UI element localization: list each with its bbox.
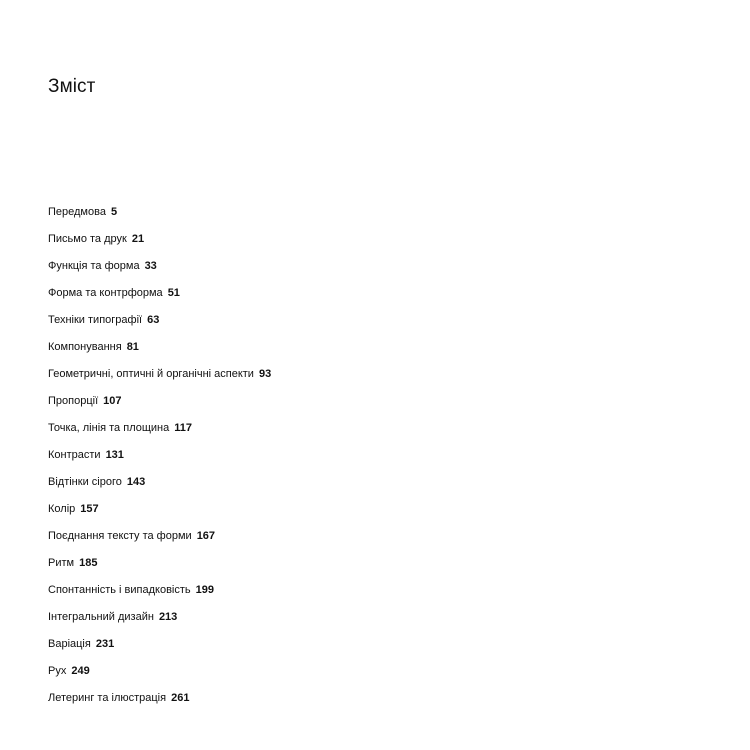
toc-entry-label: Передмова (48, 206, 106, 218)
toc-entry-label: Інтегральний дизайн (48, 611, 154, 623)
toc-entry-label: Пропорції (48, 395, 99, 407)
toc-entry-page: 81 (126, 341, 139, 353)
toc-entry (48, 474, 271, 501)
toc-entry (48, 528, 271, 555)
toc-entry (48, 339, 271, 366)
toc-entry-label: Ритм (48, 557, 75, 569)
toc-entry-page: 63 (147, 314, 160, 326)
toc-entry (48, 312, 271, 339)
toc-entry-label: Точка, лінія та площина (48, 422, 170, 434)
toc-entry-label: Контрасти (48, 449, 101, 461)
toc-entry (48, 366, 271, 393)
toc-entry (48, 420, 271, 447)
toc-entry-label: Летеринг та ілюстрація (48, 692, 167, 704)
toc-entry-label: Техніки типографії (48, 314, 143, 326)
toc-entry-page: 213 (158, 611, 178, 623)
toc-entry-page: 117 (174, 422, 192, 434)
toc-entry-page: 21 (131, 233, 145, 245)
toc-entry (48, 393, 271, 420)
toc-entry-page: 249 (71, 665, 90, 677)
toc-entry-label: Геометричні, оптичні й органічні аспекти (48, 368, 254, 380)
toc-entry-label: Поєднання тексту та форми (48, 530, 192, 542)
toc-entry-label: Варіація (48, 638, 91, 650)
table-of-contents (48, 204, 271, 717)
toc-entry-page: 107 (103, 395, 122, 407)
toc-entry-label: Рух (48, 665, 67, 677)
toc-entry-label: Функція та форма (48, 260, 140, 272)
toc-entry-label: Колір (48, 503, 76, 515)
toc-entry (48, 609, 271, 636)
toc-entry-label: Спонтанність і випадковість (48, 584, 191, 596)
toc-entry (48, 690, 271, 717)
toc-entry (48, 501, 271, 528)
toc-entry-page: 185 (79, 557, 98, 569)
toc-entry-page: 131 (105, 449, 124, 461)
toc-entry-label: Компонування (48, 341, 122, 353)
toc-entry (48, 258, 271, 285)
toc-entry (48, 663, 271, 690)
toc-entry (48, 447, 271, 474)
toc-entry (48, 636, 271, 663)
toc-entry-page: 199 (195, 584, 214, 596)
toc-entry-page: 93 (258, 368, 272, 380)
toc-entry-page: 51 (167, 287, 180, 299)
toc-entry-page: 157 (80, 503, 99, 515)
toc-entry-page: 167 (196, 530, 216, 542)
toc-entry (48, 231, 271, 258)
toc-entry-label: Письмо та друк (48, 233, 127, 245)
toc-entry-label: Відтінки сірого (48, 476, 122, 488)
toc-entry (48, 582, 271, 609)
toc-entry (48, 555, 271, 582)
toc-entry (48, 285, 271, 312)
toc-entry-label: Форма та контрформа (48, 287, 163, 299)
toc-entry (48, 204, 271, 231)
toc-entry-page: 231 (95, 638, 115, 650)
toc-entry-page: 143 (126, 476, 146, 488)
page-title: Зміст (48, 76, 96, 97)
toc-entry-page: 33 (144, 260, 157, 272)
toc-entry-page: 5 (110, 206, 118, 218)
toc-entry-page: 261 (171, 692, 190, 704)
